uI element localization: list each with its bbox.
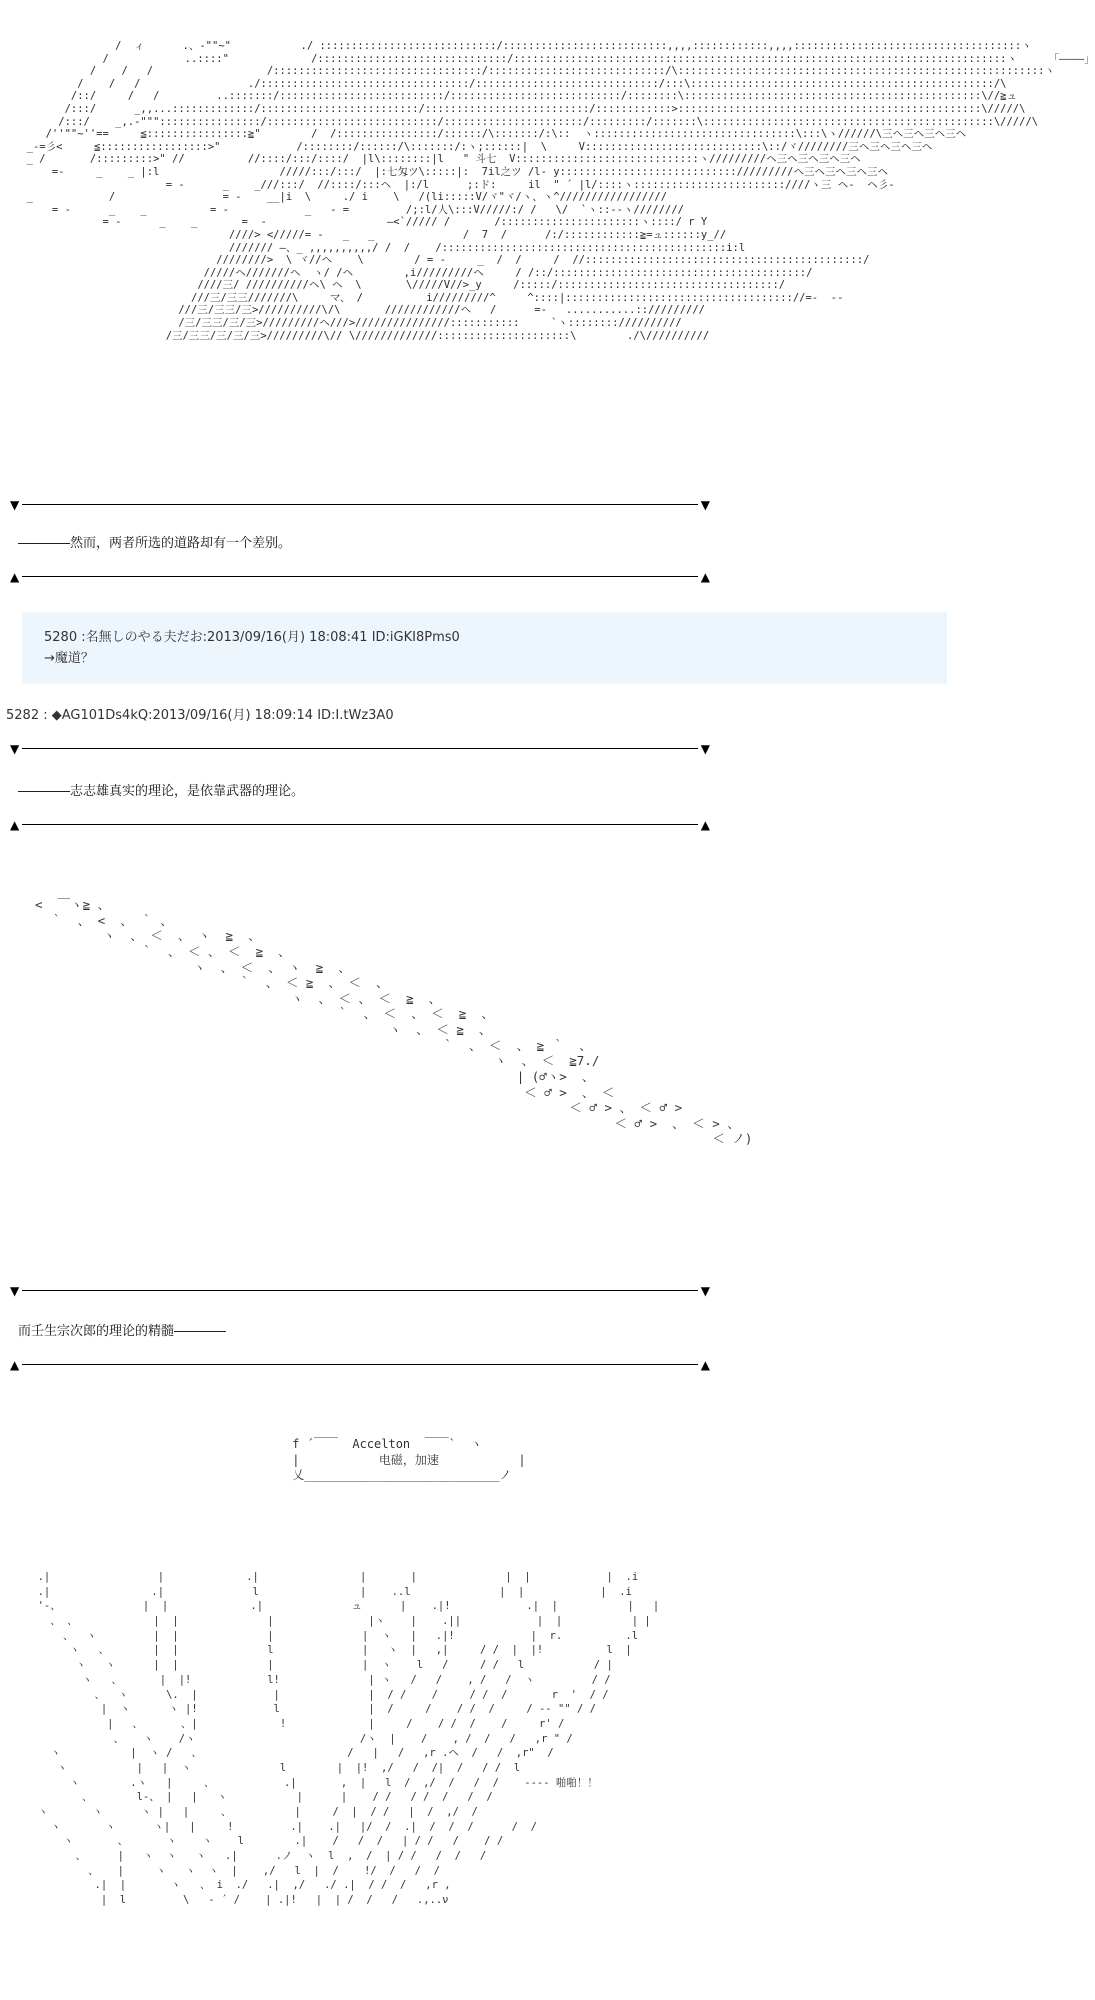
divider-top [10,1284,710,1298]
triangle-up-icon: ▲ [700,570,710,584]
ascii-art-slash-trail: < ￣ヽ≧ 、 ｀ 、 < 、 ｀ 、 ヽ 、 ＜ 、 ヽ ≧ 、 ｀ 、 ＜ 、 ＜ ≧ 、 ヽ 、 ＜ 、 ヽ ≧ 、 ｀ 、 ＜ ≧ 、 ＜ 、 ヽ 、 ＜ 、 ＜ ≧ 、 ｀ 、 ＜ 、 ＜ ≧ 、 ヽ 、 ＜ ≧ 、 ｀ 、 ＜ 、 ≧ ｀ 、 ヽ 、 ＜ ≧7./ | (♂ヽ> 、 ＜ ♂ > 、 ＜ ＜ ♂ > 、 ＜ ♂ > ＜ ♂ > 、 ＜ > 、 ＜ ノ) [35,897,753,1147]
triangle-up-icon: ▲ [700,818,710,832]
ascii-art-battle-scene: / ィ .、-""~" ./ ::::::::::::::::::::::::::::/::::::::::::::::::::::::::,,,,::::::::::::,,,,::::::::::::::::::::::::::::::::::::ヽ / ..::::" /::::::::::::::::::::::::::::::/::::::::::::::::::::::::::::::::::::::::::::::::::::::::::::::::::::::::::::::ヽ 「――――」 / / / /:::::::::::::::::::::::::::::::::/::::::::::::::::::::::::::::/\::::::::::::::::::::::::::::::::::::::::::::::::::::::::::ヽ / / / ./:::::::::::::::::::::::::::::::::/:::::::::::::::::::::::::::::/:::\::::::::::::::::::::::::::::::::::::::::::::::::/\ /::/ / / ..:::::::/::::::::::::::::::::::::::/:::::::::::::::::::::::::::/::::::::\:::::::::::::::::::::::::::::::::::::::::::::::\//≧ュ /:::/ _,,...:::::::::::::/:::::::::::::::::::::::::/::::::::::::::::::::::::::/::::::::::::>::::::::::::::::::::::::::::::::::::::::::::::::\/////\ /:::/ _,.-"""::::::::::::::::/:::::::::::::::::::::::::::/::::::::::::::::::::::/:::::::::/:::::::\::::::::::::::::::::::::::::::::::::::::::::::\/////\ /''""~''== ≦::::::::::::::::≧" / /::::::::::::::::/::::::/\:::::::/:\:: ヽ::::::::::::::::::::::::::::::::\:::\ヽ//////\三ヘ三ヘ三ヘ三ヘ _-=彡< ≦:::::::::::::::::>" /::::::::/::::::/\:::::::/:ヽ;::::::| \ V::::::::::::::::::::::::::::\::/ヾ////////三ヘ三ヘ三ヘ三ヘ _ / /:::::::::>" // //::::/:::/::::/ |l\::::::::|l " 斗七 V:::::::::::::::::::::::::::::ヽ/////////ヘ三ヘ三ヘ三ヘ三ヘ =- _ _ |:l /////:::/:::/ |:七匁ツ\:::::|: 7il之ツ /l- y:::::::::::::::::::::::::::://///////ヘ三ヘ三ヘ三ヘ三ヘ = - _ _///:::/ //::::/:::ヘ |:/l ;:ド: il " ´ |l/::::ヽ::::::::::::::::::::::::////ヽ三 ヘ- ヘ彡- _ / = - __|i \ ./ i \ /(li:::::V/ヾ"ヾ/ヽ、ヽ^///////////////// = - _ _ = - _ - = /;:l/人\:::V/////:/ / \/ `ヽ::--ヽ//////// = - _ _ = - ―<`///// / /::::::::::::::::::::::ヽ::::/ r Y ////> </////= - _ _ / 7 / /:/::::::::::::≧=ュ::::::y_// /////// ―、_ ,,,,,,,,,,/ / / /:::::::::::::::::::::::::::::::::::::::::::::i:l ////////> \ ヾ//ヘ \ / = - _ / / / //::::::::::::::::::::::::::::::::::::::::::::/ /////ヘ///////ヘ ヽ/ /ヘ ,i/////////ヘ / /::/::::::::::::::::::::::::::::::::::::::::/ ////三/ //////////ヘ\ ヘ \ \/////V//>_y /:::::/:::::::::::::::::::::::::::::::::::/ ///三/三三///////\ マ、 / i/////////^ ^::::|:::::::::::::::::::::::::::::::::::://=- -- ///三/三三/三>//////////\/\ ////////////ヘ / =- ...........::///////// /三/三三/三/三>/////////ヘ///>///////////////::::::::::: `ヽ::::::::////////// /三/三三/三/三/三>/////////\// \/////////////:::::::::::::::::::::\ ./\////////// [26,40,1095,342]
triangle-up-icon: ▲ [10,1358,20,1372]
divider-bottom [10,570,710,584]
narration-line: 而壬生宗次郎的理论的精髓―――― [18,1324,227,1339]
divider-line [22,1290,698,1291]
triangle-up-icon: ▲ [700,1358,710,1372]
triangle-up-icon: ▲ [10,570,20,584]
reply-body: →魔道？ [44,651,94,666]
divider-bottom [10,1358,710,1372]
divider-bottom [10,818,710,832]
ascii-art-speech-bubble: f ´￣￣ Accelton ￣￣` ヽ | 电磁，加速 | 乂___________________________ノ [292,1437,526,1483]
ascii-art-sword-strikes: .| | .| | | | | | .i .| .| l | ..l | | | .i '-、 | | .| ュ | .|! .| | | | 、 、 | | | |ヽ | .|| | | | | 、 ヽ | | | | ヽ | .|! | r. .l ヽ 、 | | l | ヽ | ,| / / | |! l | ヽ ヽ | | | | ヽ l / / / l / | ヽ 、 | |! l! | ヽ / / , / / ヽ / / 、 ヽ \. | | | / / / / / / r ' / / | ヽ ヽ |! l | / / / / / / -- "" / / | 、 、| ! | / / / / / r' / 、 ヽ /ヽ /ヽ | / , / / / ,r " / ヽ | ヽ / 、 / | / ,r .ヘ / / ,r" / ヽ | | ヽ l | |! ,/ / /| / / / l ヽ .ヽ | 、 .| , | l / ,/ / / / ---- 啪啪！！ 、 l-、 | | ヽ | | / / / / / / / ヽ ヽ ヽ | | 、 | / | / / | / ,/ / ヽ ヽ ヽ| | ! .| .| |/ / .| / / / / / ヽ 、 ヽ ヽ l .| / / / | / / / / / 、 | ヽ ヽ ヽ .| .ノ ヽ l , / | / / / / / 、 | ヽ ヽ ヽ | ,/ l | / !/ / / / .| | ヽ 、 i ./ .| ,/ ./ .| / / / ,r , | l \ - ´ / | .|! | | / / / .,..ν [37,1571,660,1907]
triangle-down-icon: ▼ [700,1284,710,1298]
divider-top [10,498,710,512]
narration-line: ――――然而，两者所选的道路却有一个差别。 [18,536,292,551]
triangle-down-icon: ▼ [10,742,20,756]
triangle-down-icon: ▼ [10,498,20,512]
post-header[interactable]: 5282 : ◆AG101Ds4kQ:2013/09/16(月) 18:09:14 ID:I.tWz3A0 [6,708,394,723]
quoted-reply [22,612,947,684]
divider-line [22,824,698,825]
triangle-up-icon: ▲ [10,818,20,832]
triangle-down-icon: ▼ [700,498,710,512]
reply-header[interactable]: 5280 :名無しのやる夫だお:2013/09/16(月) 18:08:41 ID:iGKI8Pms0 [44,630,460,645]
triangle-down-icon: ▼ [700,742,710,756]
divider-line [22,748,698,749]
divider-line [22,1364,698,1365]
triangle-down-icon: ▼ [10,1284,20,1298]
divider-line [22,504,698,505]
divider-line [22,576,698,577]
narration-line: ――――志志雄真实的理论，是依靠武器的理论。 [18,784,305,799]
divider-top [10,742,710,756]
